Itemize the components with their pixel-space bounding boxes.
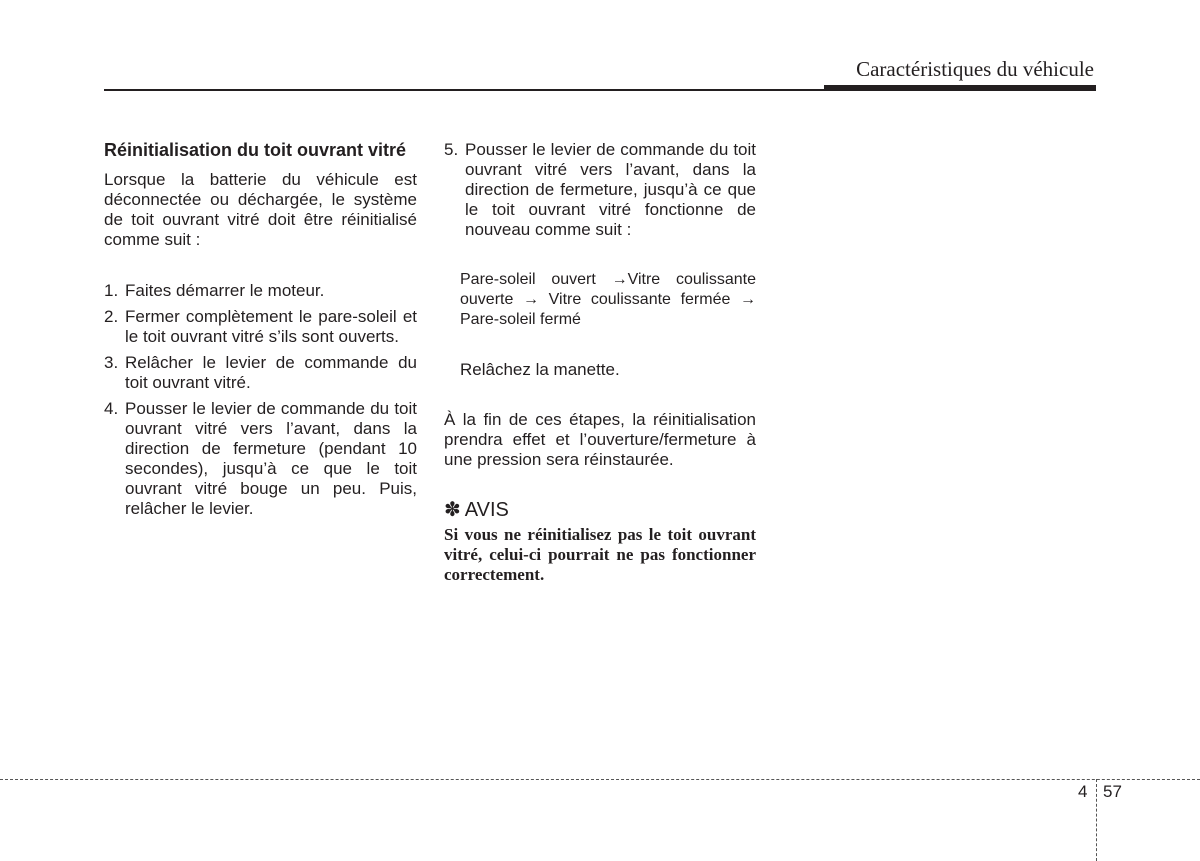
list-item xyxy=(104,281,417,301)
step-number: 5. xyxy=(444,140,459,159)
intro-paragraph: Lorsque la batterie du véhicule est déconnectée ou déchargée, le système de toit ouvrant vitré doit être réinitialisé comme suit : xyxy=(104,170,417,249)
header-rule-accent xyxy=(824,85,1096,91)
page-number: 57 xyxy=(1103,782,1122,801)
step-number: 1. xyxy=(104,281,119,300)
operation-sequence: Pare-soleil ouvert →Vitre coulissante ouverte → Vitre coulissante fermée → Pare-soleil fermé xyxy=(460,271,756,328)
list-item xyxy=(104,399,417,519)
notice-heading xyxy=(444,497,756,523)
list-item xyxy=(444,140,756,240)
step-text: Faites démarrer le moteur. xyxy=(125,281,325,300)
step-text: Pousser le levier de commande du toit ouvrant vitré vers l’avant, dans la direction de fermeture (pendant 10 secondes), jusqu’à ce que le toit ouvrant vitré bouge un peu. Puis, relâcher le levier. xyxy=(125,399,417,518)
left-column xyxy=(104,140,417,525)
result-paragraph: À la fin de ces étapes, la réinitialisation prendra effet et l’ouverture/fermeture à une pression sera réinstaurée. xyxy=(444,410,756,469)
step-number: 4. xyxy=(104,399,119,418)
step-text: Fermer complètement le pare-soleil et le toit ouvrant vitré s’ils sont ouverts. xyxy=(125,307,417,346)
list-item xyxy=(104,307,417,347)
notice-text: Si vous ne réinitialisez pas le toit ouvrant vitré, celui-ci pourrait ne pas fonctionner correctement. xyxy=(444,525,756,584)
header-rule xyxy=(104,89,824,91)
footer-page-separator xyxy=(1096,779,1097,861)
step-text: Pousser le levier de commande du toit ouvrant vitré vers l’avant, dans la direction de fermeture, jusqu’à ce que le toit ouvrant vitré fonctionne de nouveau comme suit : xyxy=(465,140,756,239)
chapter-number: 4 xyxy=(1078,782,1088,801)
release-instruction: Relâchez la manette. xyxy=(460,360,620,379)
page-header-title: Caractéristiques du véhicule xyxy=(856,57,1094,81)
section-heading: Réinitialisation du toit ouvrant vitré xyxy=(104,140,407,160)
steps-list xyxy=(104,281,417,519)
right-column xyxy=(444,140,756,585)
notice-title: AVIS xyxy=(464,499,509,521)
footer-divider xyxy=(0,779,1200,780)
step-number: 2. xyxy=(104,307,119,326)
step-text: Relâcher le levier de commande du toit ouvrant vitré. xyxy=(125,353,417,392)
asterisk-icon: ✽ xyxy=(444,499,461,521)
step-number: 3. xyxy=(104,353,119,372)
list-item xyxy=(104,353,417,393)
